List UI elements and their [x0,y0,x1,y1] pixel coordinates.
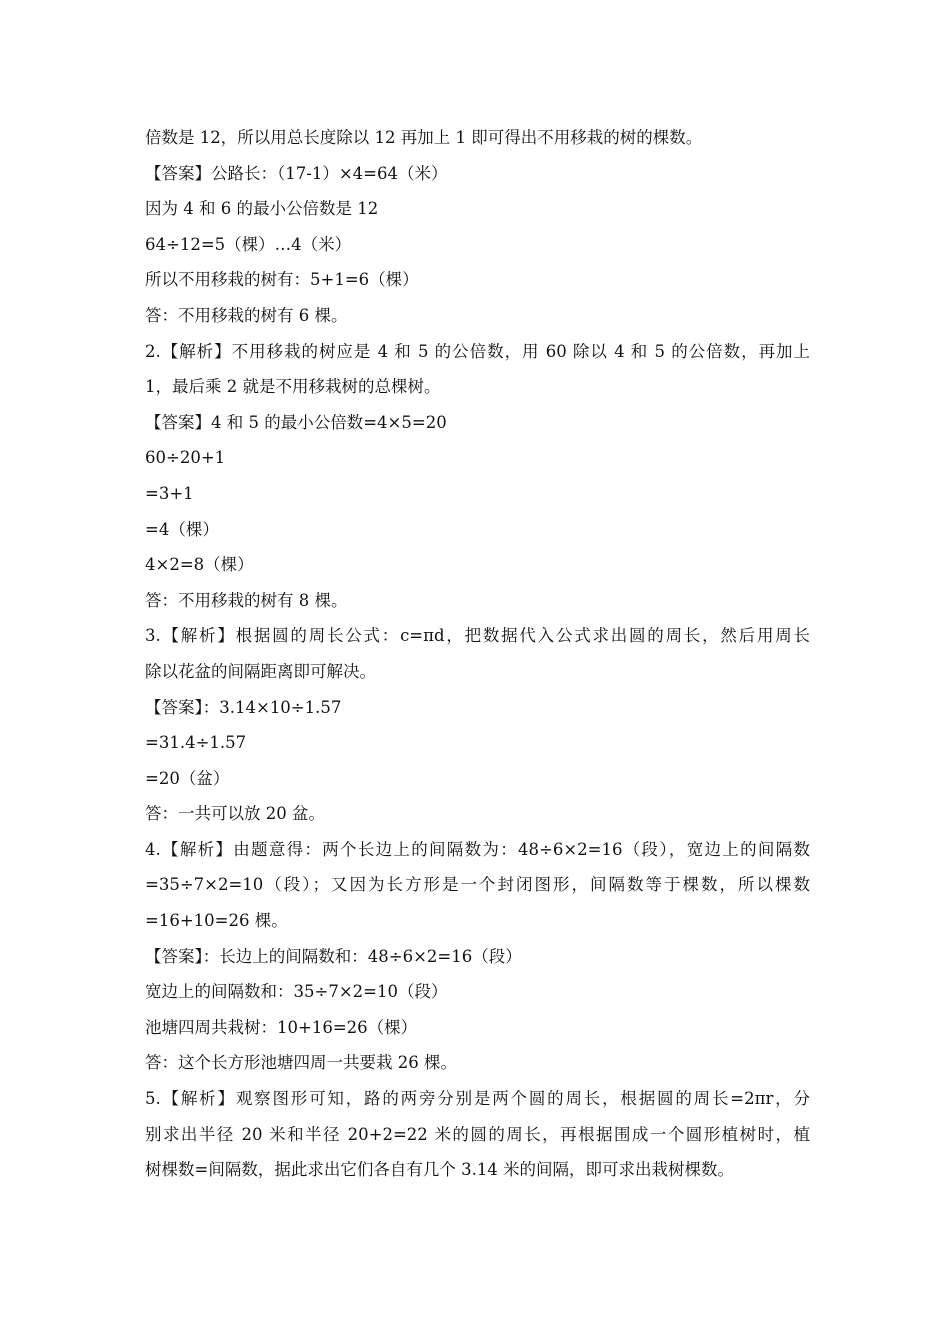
analysis-line: 4.【解析】由题意得：两个长边上的间隔数为：48÷6×2=16（段），宽边上的间隔数 [145,839,810,859]
formula-line: 60÷20+1 [145,448,226,468]
analysis-line: 别求出半径 20 米和半径 20+2=22 米的圆的周长，再根据围成一个圆形植树时，植 [145,1124,810,1144]
analysis-line: 2.【解析】不用移栽的树应是 4 和 5 的公倍数，用 60 除以 4 和 5 的公倍数，再加上 [145,341,810,361]
answer-line: 【答案】公路长：（17-1）×4=64（米） [145,163,448,183]
text-line: 倍数是 12，所以用总长度除以 12 再加上 1 即可得出不用移栽的树的棵数。 [145,128,703,147]
answer-line: 【答案】4 和 5 的最小公倍数=4×5=20 [145,412,447,432]
formula-line: 4×2=8（棵） [145,555,254,575]
conclusion-line: 答：这个长方形池塘四周一共要栽 26 棵。 [145,1053,457,1073]
analysis-line: =16+10=26 棵。 [145,911,288,931]
analysis-line: 除以花盆的间隔距离即可解决。 [145,661,376,681]
analysis-line: =35÷7×2=10（段）；又因为长方形是一个封闭图形，间隔数等于棵数，所以棵数 [145,875,810,895]
formula-line: =3+1 [145,483,194,503]
formula-line: =31.4÷1.57 [145,733,247,753]
formula-line: =20（盆） [145,768,230,788]
formula-line: 宽边上的间隔数和：35÷7×2=10（段） [145,982,448,1002]
text-line: 所以不用移栽的树有：5+1=6（棵） [145,270,419,290]
conclusion-line: 答：不用移栽的树有 6 棵。 [145,305,348,325]
formula-line: =4（棵） [145,519,219,539]
conclusion-line: 答：不用移栽的树有 8 棵。 [145,590,348,610]
formula-line: 64÷12=5（棵）…4（米） [145,234,352,254]
conclusion-line: 答：一共可以放 20 盆。 [145,804,325,824]
text-line: 因为 4 和 6 的最小公倍数是 12 [145,199,379,219]
document-page [145,120,810,1188]
analysis-line: 树棵数=间隔数，据此求出它们各自有几个 3.14 米的间隔，即可求出栽树棵数。 [145,1160,735,1180]
analysis-line: 5.【解析】观察图形可知，路的两旁分别是两个圆的周长，根据圆的周长=2πr，分 [145,1089,810,1109]
answer-line: 【答案】：3.14×10÷1.57 [145,697,342,717]
formula-line: 池塘四周共栽树：10+16=26（棵） [145,1017,418,1037]
answer-line: 【答案】：长边上的间隔数和：48÷6×2=16（段） [145,946,522,966]
analysis-line: 3.【解析】根据圆的周长公式：c=πd，把数据代入公式求出圆的周长，然后用周长 [145,626,810,646]
analysis-line: 1，最后乘 2 就是不用移栽树的总棵树。 [145,377,441,397]
